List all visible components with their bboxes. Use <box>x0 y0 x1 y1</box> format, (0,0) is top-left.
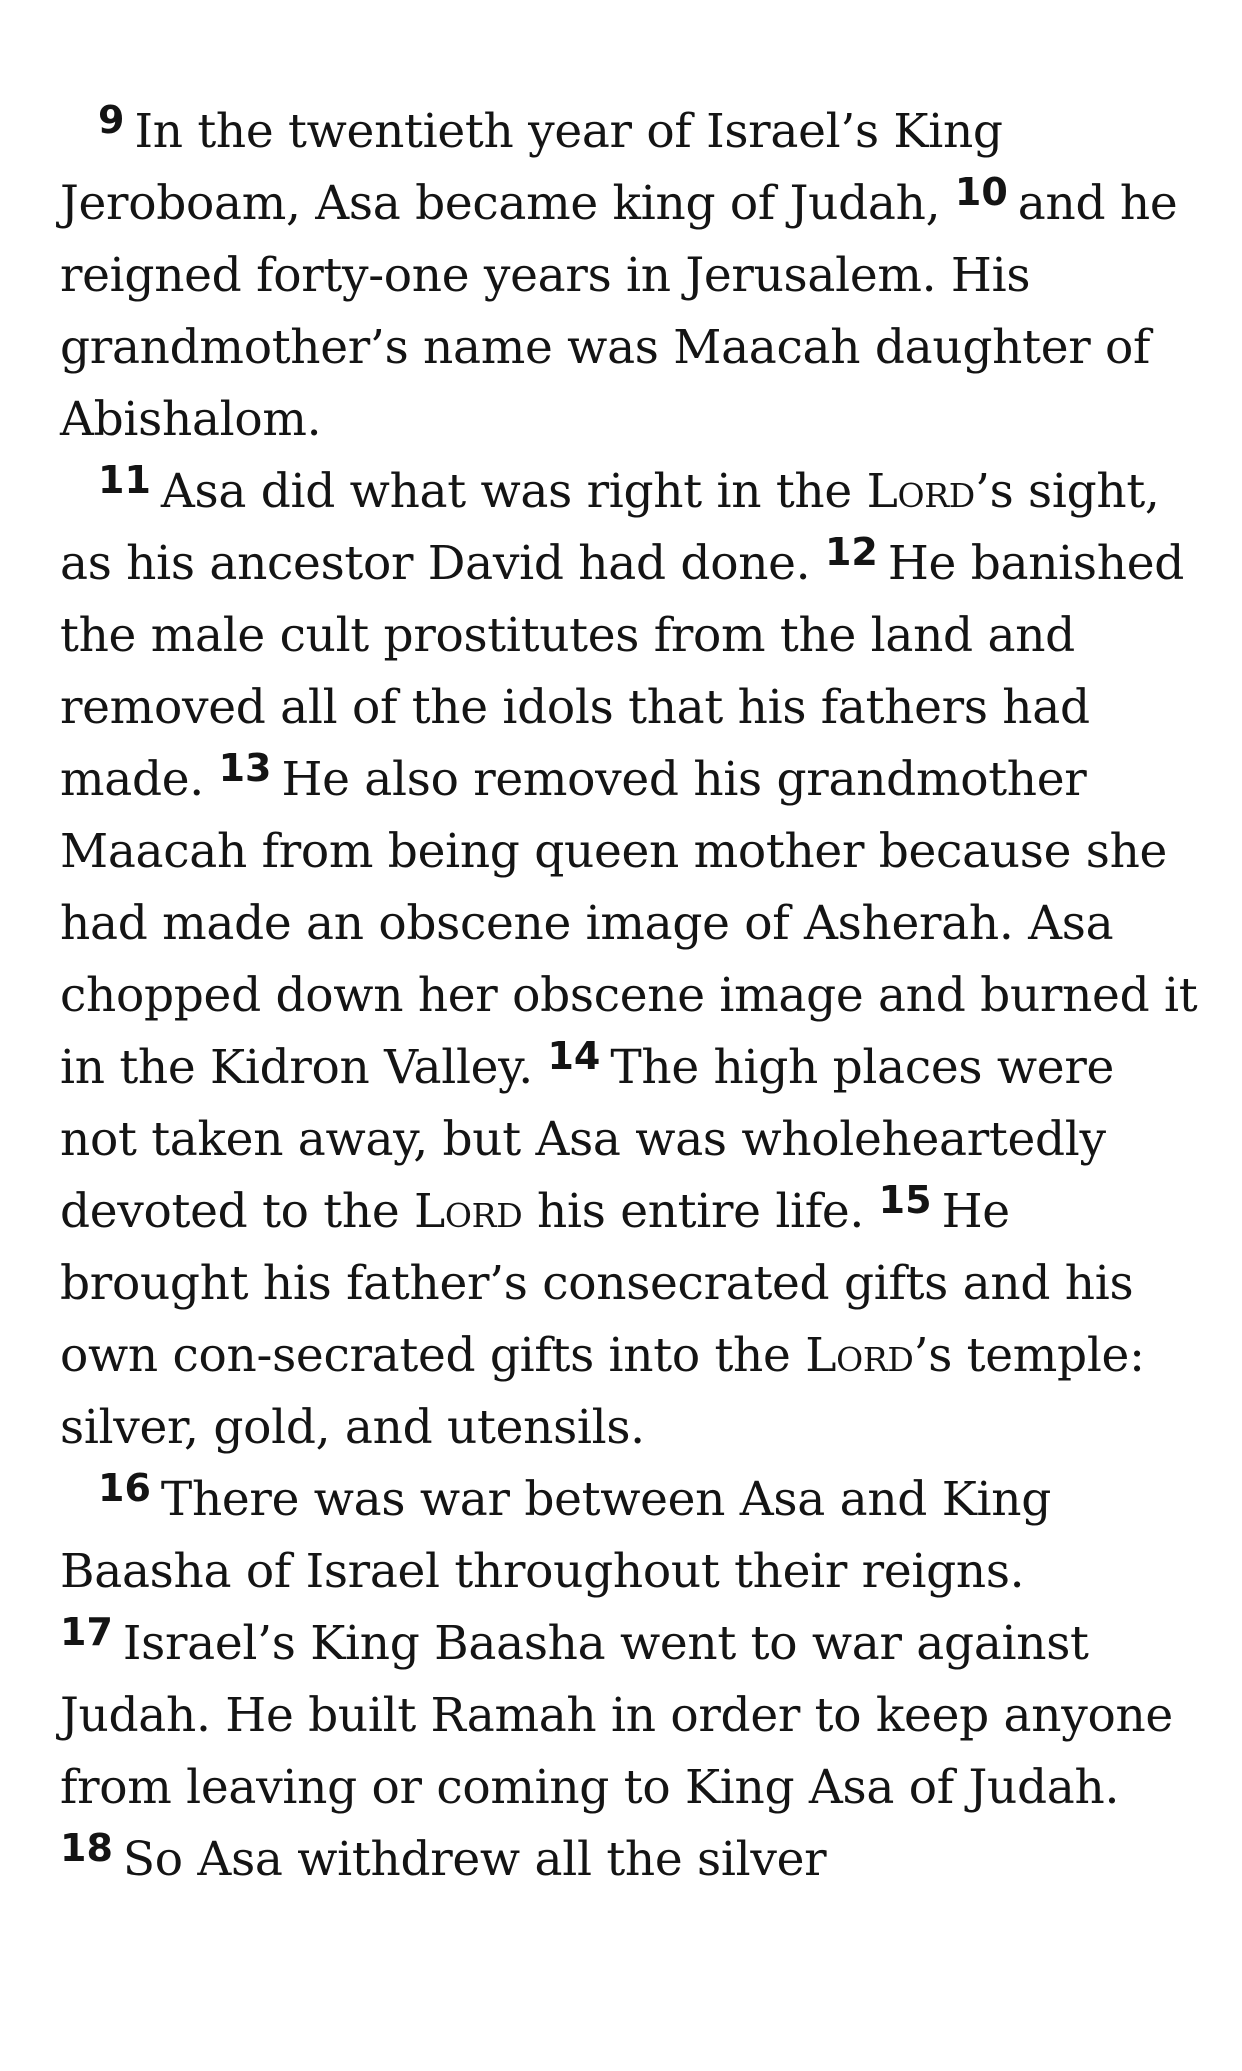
verse-text: In the twentieth year of Israel’s King Jeroboam, Asa became king of Judah, <box>60 104 1003 231</box>
verse-number: 9 <box>98 98 125 142</box>
verse-text: Asa did what was right in the <box>160 464 867 519</box>
verse-number: 18 <box>60 1826 113 1870</box>
paragraph <box>60 96 1200 456</box>
verse-number: 15 <box>878 1178 932 1222</box>
divine-name: Lord <box>805 1328 914 1383</box>
verse-text: ’s temple: silver, gold, and utensils. <box>60 1328 1145 1455</box>
verse-text: He brought his father’s consecrated gifts and his own con-secrated gifts into the <box>60 1184 1134 1383</box>
verse-number: 13 <box>218 746 272 790</box>
verse-text: and he reigned forty-one years in Jerusalem. His grandmother’s name was Maacah daughter of Abishalom. <box>60 176 1178 447</box>
verse-number: 10 <box>954 170 1008 214</box>
verse-number: 11 <box>98 458 151 502</box>
verse-text: There was war between Asa and King Baasha of Israel throughout their reigns. <box>60 1472 1052 1599</box>
verse-text: ’s sight, as his ancestor David had done. <box>60 464 1160 591</box>
divine-name: Lord <box>414 1184 523 1239</box>
verse-text: He also removed his grandmother Maacah from being queen mother because she had made an obscene image of Asherah. Asa chopped down her obscene image and burned it in the Kidron Valley. <box>60 752 1198 1095</box>
verse-text: The high places were not taken away, but Asa was wholeheartedly devoted to the <box>60 1040 1115 1239</box>
paragraph <box>60 1464 1200 1896</box>
verse-text: So Asa withdrew all the silver <box>122 1832 827 1887</box>
verse-text: his entire life. <box>522 1184 879 1239</box>
divine-name: Lord <box>866 464 975 519</box>
verse-number: 16 <box>98 1466 151 1510</box>
verse-number: 17 <box>60 1610 113 1654</box>
scripture-reader[interactable] <box>60 96 1200 1896</box>
verse-text: He banished the male cult prostitutes from the land and removed all of the idols that his fathers had made. <box>60 536 1185 807</box>
verse-text: Israel’s King Baasha went to war against Judah. He built Ramah in order to keep anyone from leaving or coming to King Asa of Judah. <box>60 1616 1173 1815</box>
verse-number: 12 <box>824 530 878 574</box>
paragraph <box>60 456 1200 1464</box>
verse-number: 14 <box>547 1034 601 1078</box>
